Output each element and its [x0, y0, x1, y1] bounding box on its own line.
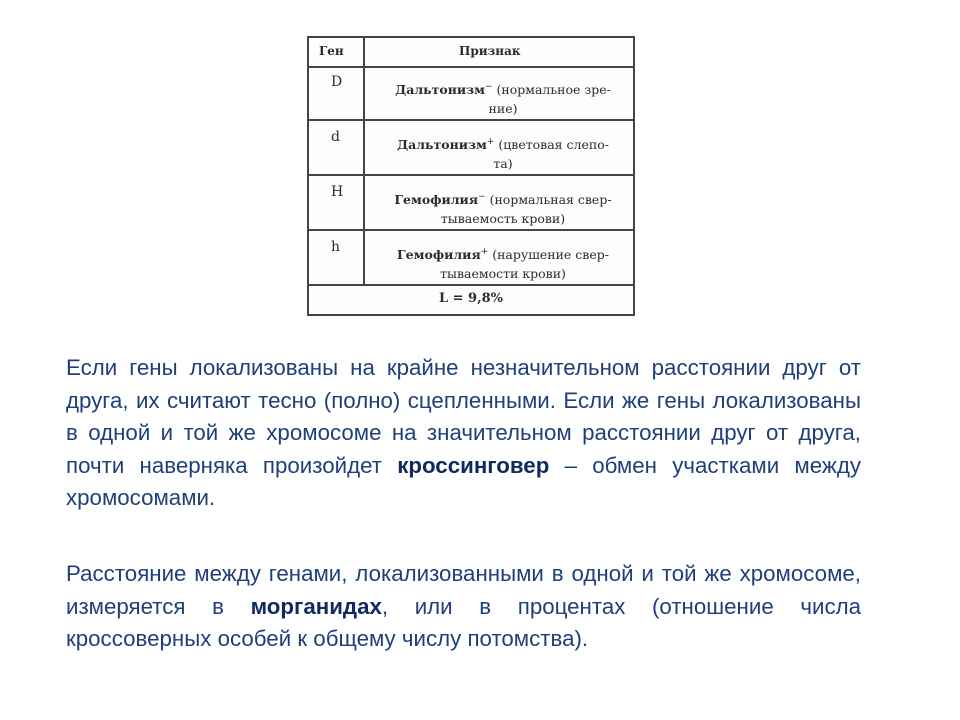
gene-symbol: d	[331, 129, 340, 145]
table-row	[309, 121, 633, 176]
trait-name: Дальтонизм	[395, 82, 485, 98]
table-header	[309, 38, 633, 68]
trait-sign: +	[480, 247, 489, 257]
trait-name: Гемофилия	[397, 247, 481, 263]
trait-line2: та)	[493, 156, 513, 172]
table-row	[309, 66, 633, 121]
gene-symbol: H	[331, 184, 344, 200]
gene-trait-table	[307, 36, 635, 316]
trait-name: Гемофилия	[394, 192, 479, 208]
table-row	[309, 176, 633, 231]
trait-sign: −	[478, 192, 486, 202]
paragraph2-text-before: Расстояние между генами, локализованными в одной и той же хромосоме, измеряется в	[66, 561, 861, 619]
paragraph-morganids	[66, 558, 861, 656]
paragraph1-text-after: – обмен участками между хромосомами.	[66, 452, 861, 510]
gene-symbol: h	[331, 239, 341, 255]
table-footer-distance: L = 9,8%	[438, 291, 504, 306]
trait-rest: (нормальная свер-	[485, 192, 612, 208]
trait-description	[375, 243, 631, 283]
trait-description	[375, 133, 631, 173]
trait-line2: тываемости крови)	[440, 266, 566, 282]
trait-sign: −	[485, 82, 493, 92]
trait-description	[375, 78, 631, 118]
gene-symbol: D	[331, 74, 343, 90]
paragraph1-text-before: Если гены локализованы на крайне незначительном расстоянии друг от друга, их считают тесно (полно) сцепленными. Если же гены локализованы в одной и той же хромосоме на значительном расстоянии друг от друга, почти наверняка произойдет	[66, 355, 861, 478]
trait-rest: (цветовая слепо-	[494, 137, 609, 153]
table-row	[309, 231, 633, 286]
header-gene: Ген	[319, 44, 344, 58]
term-morganids: морганидах	[250, 593, 382, 619]
header-trait: Признак	[459, 44, 521, 58]
trait-sign: +	[486, 137, 495, 147]
trait-line2: тываемость крови)	[440, 211, 566, 227]
trait-rest: (нормальное зре-	[492, 82, 611, 98]
paragraph2-text-after: , или в процентах (отношение числа кроссоверных особей к общему числу потомства).	[66, 593, 861, 651]
trait-line2: ние)	[488, 101, 518, 117]
term-crossing-over: кроссинговер	[397, 452, 550, 478]
trait-rest: (нарушение свер-	[488, 247, 609, 263]
paragraph-crossing-over	[66, 352, 861, 515]
trait-name: Дальтонизм	[397, 137, 487, 153]
trait-description	[375, 188, 631, 228]
